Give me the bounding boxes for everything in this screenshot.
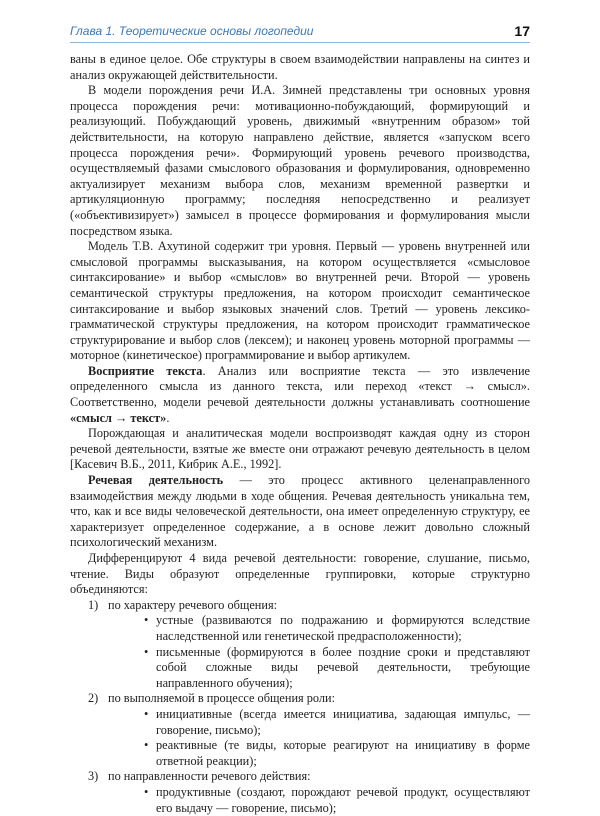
sub-list [108,613,530,691]
list-item-title: по характеру речевого общения: [108,597,278,612]
list-number: 3) [88,769,99,784]
term-text-perception: Восприятие текста [88,363,203,378]
paragraph-speech-activity [70,473,530,551]
term-speech-activity: Речевая деятельность [88,473,224,488]
perception-period: . [166,410,170,425]
paragraph-zimnyaya-model: В модели порождения речи И.А. Зимней представлены три основных уровня процесса порождения речи: мотивационно-побуждающий, формирующий и реализующий. Побуждающий уровень, движимый «внутренним образом» той действительности, на которую направлено действие, является «запуском всего процесса порождения речи». Формирующий уровень речевого производства, осуществляемый фазами смыслового образования и формулирования, одновременно актуализирует механизм выбора слов, механизм временной развертки и артикуляционную программу; последняя непосредственно и реализует («объективизирует») замысел в процессе формирования и формулирования мысли посредством языка. [70,83,530,238]
paragraph-akhutina-model: Модель Т.В. Ахутиной содержит три уровня. Первый — уровень внутренней или смысловой программы высказывания, на котором осуществляется «смысловое синтаксирование» и выбор «смыслов» во внутренней речи. Второй — уровень семантической структуры предложения, на котором происходит семантическое синтаксирование и выбор языковых значений слов. Третий — уровень лексико-грамматической структуры предложения, на котором происходит грамматическое структурирование и выбор слов (лексем); и наконец уровень моторной программы — моторное (кинетическое) программирование и выбор артикулем. [70,239,530,363]
list-item [70,691,530,769]
sub-list-item: • инициативные (всегда имеется инициатива, задающая импульс, — говорение, письмо); [108,707,530,738]
paragraph-types: Дифференцируют 4 вида речевой деятельности: говорение, слушание, письмо, чтение. Виды образуют определенные группировки, которые структурно объединяются: [70,551,530,597]
grouping-list [70,598,530,816]
sub-list [108,707,530,769]
page-number: 17 [514,23,530,39]
sub-list-item: • письменные (формируются в более поздние сроки и представляют собой сложные виды речевой деятельности, требующие направленного обучения); [108,645,530,692]
paragraph-text-perception [70,364,530,426]
paragraph-models: Порождающая и аналитическая модели воспроизводят каждая одну из сторон речевой деятельности, взятые же вместе они отражают речевую деятельность в целом [Касевич В.Б., 2011, Кибрик А.Е., 1992]. [70,426,530,472]
paragraph-continuation: ваны в единое целое. Обе структуры в своем взаимодействии направлены на синтез и анализ окружающей действительности. [70,52,530,82]
page-body [70,52,530,816]
list-item [70,769,530,816]
chapter-title: Глава 1. Теоретические основы логопедии [70,24,314,38]
running-header [70,20,530,43]
list-number: 1) [88,597,99,612]
perception-bold-end: «смысл → текст» [70,410,167,425]
perception-text: . Анализ или восприятие текста — это извлечение определенного смысла из данного текста, или переход «текст → смысл». Соответственно, модели речевой деятельности должны устанавливать соотношение [70,363,531,410]
list-item-title: по выполняемой в процессе общения роли: [108,691,336,706]
sub-list-item: • продуктивные (создают, порождают речевой продукт, осуществляют его выдачу — говорение, письмо); [108,785,530,816]
sub-list-item: • устные (развиваются по подражанию и формируются вследствие наследственной или генетической предрасположенности); [108,613,530,644]
list-item-title: по направленности речевого действия: [108,769,311,784]
sub-list-item: • реактивные (те виды, которые реагируют на инициативу в форме ответной реакции); [108,738,530,769]
list-number: 2) [88,691,99,706]
list-item [70,598,530,692]
sub-list [108,785,530,816]
speech-activity-text: — это процесс активного целенаправленного взаимодействия между людьми в ходе общения. Речевая деятельность уникальна тем, что, как и все виды человеческой деятельности, она имеет определенную структуру, ее характеризует определенное содержание, а в основе лежит довольно сложный психологический механизм. [70,473,530,550]
